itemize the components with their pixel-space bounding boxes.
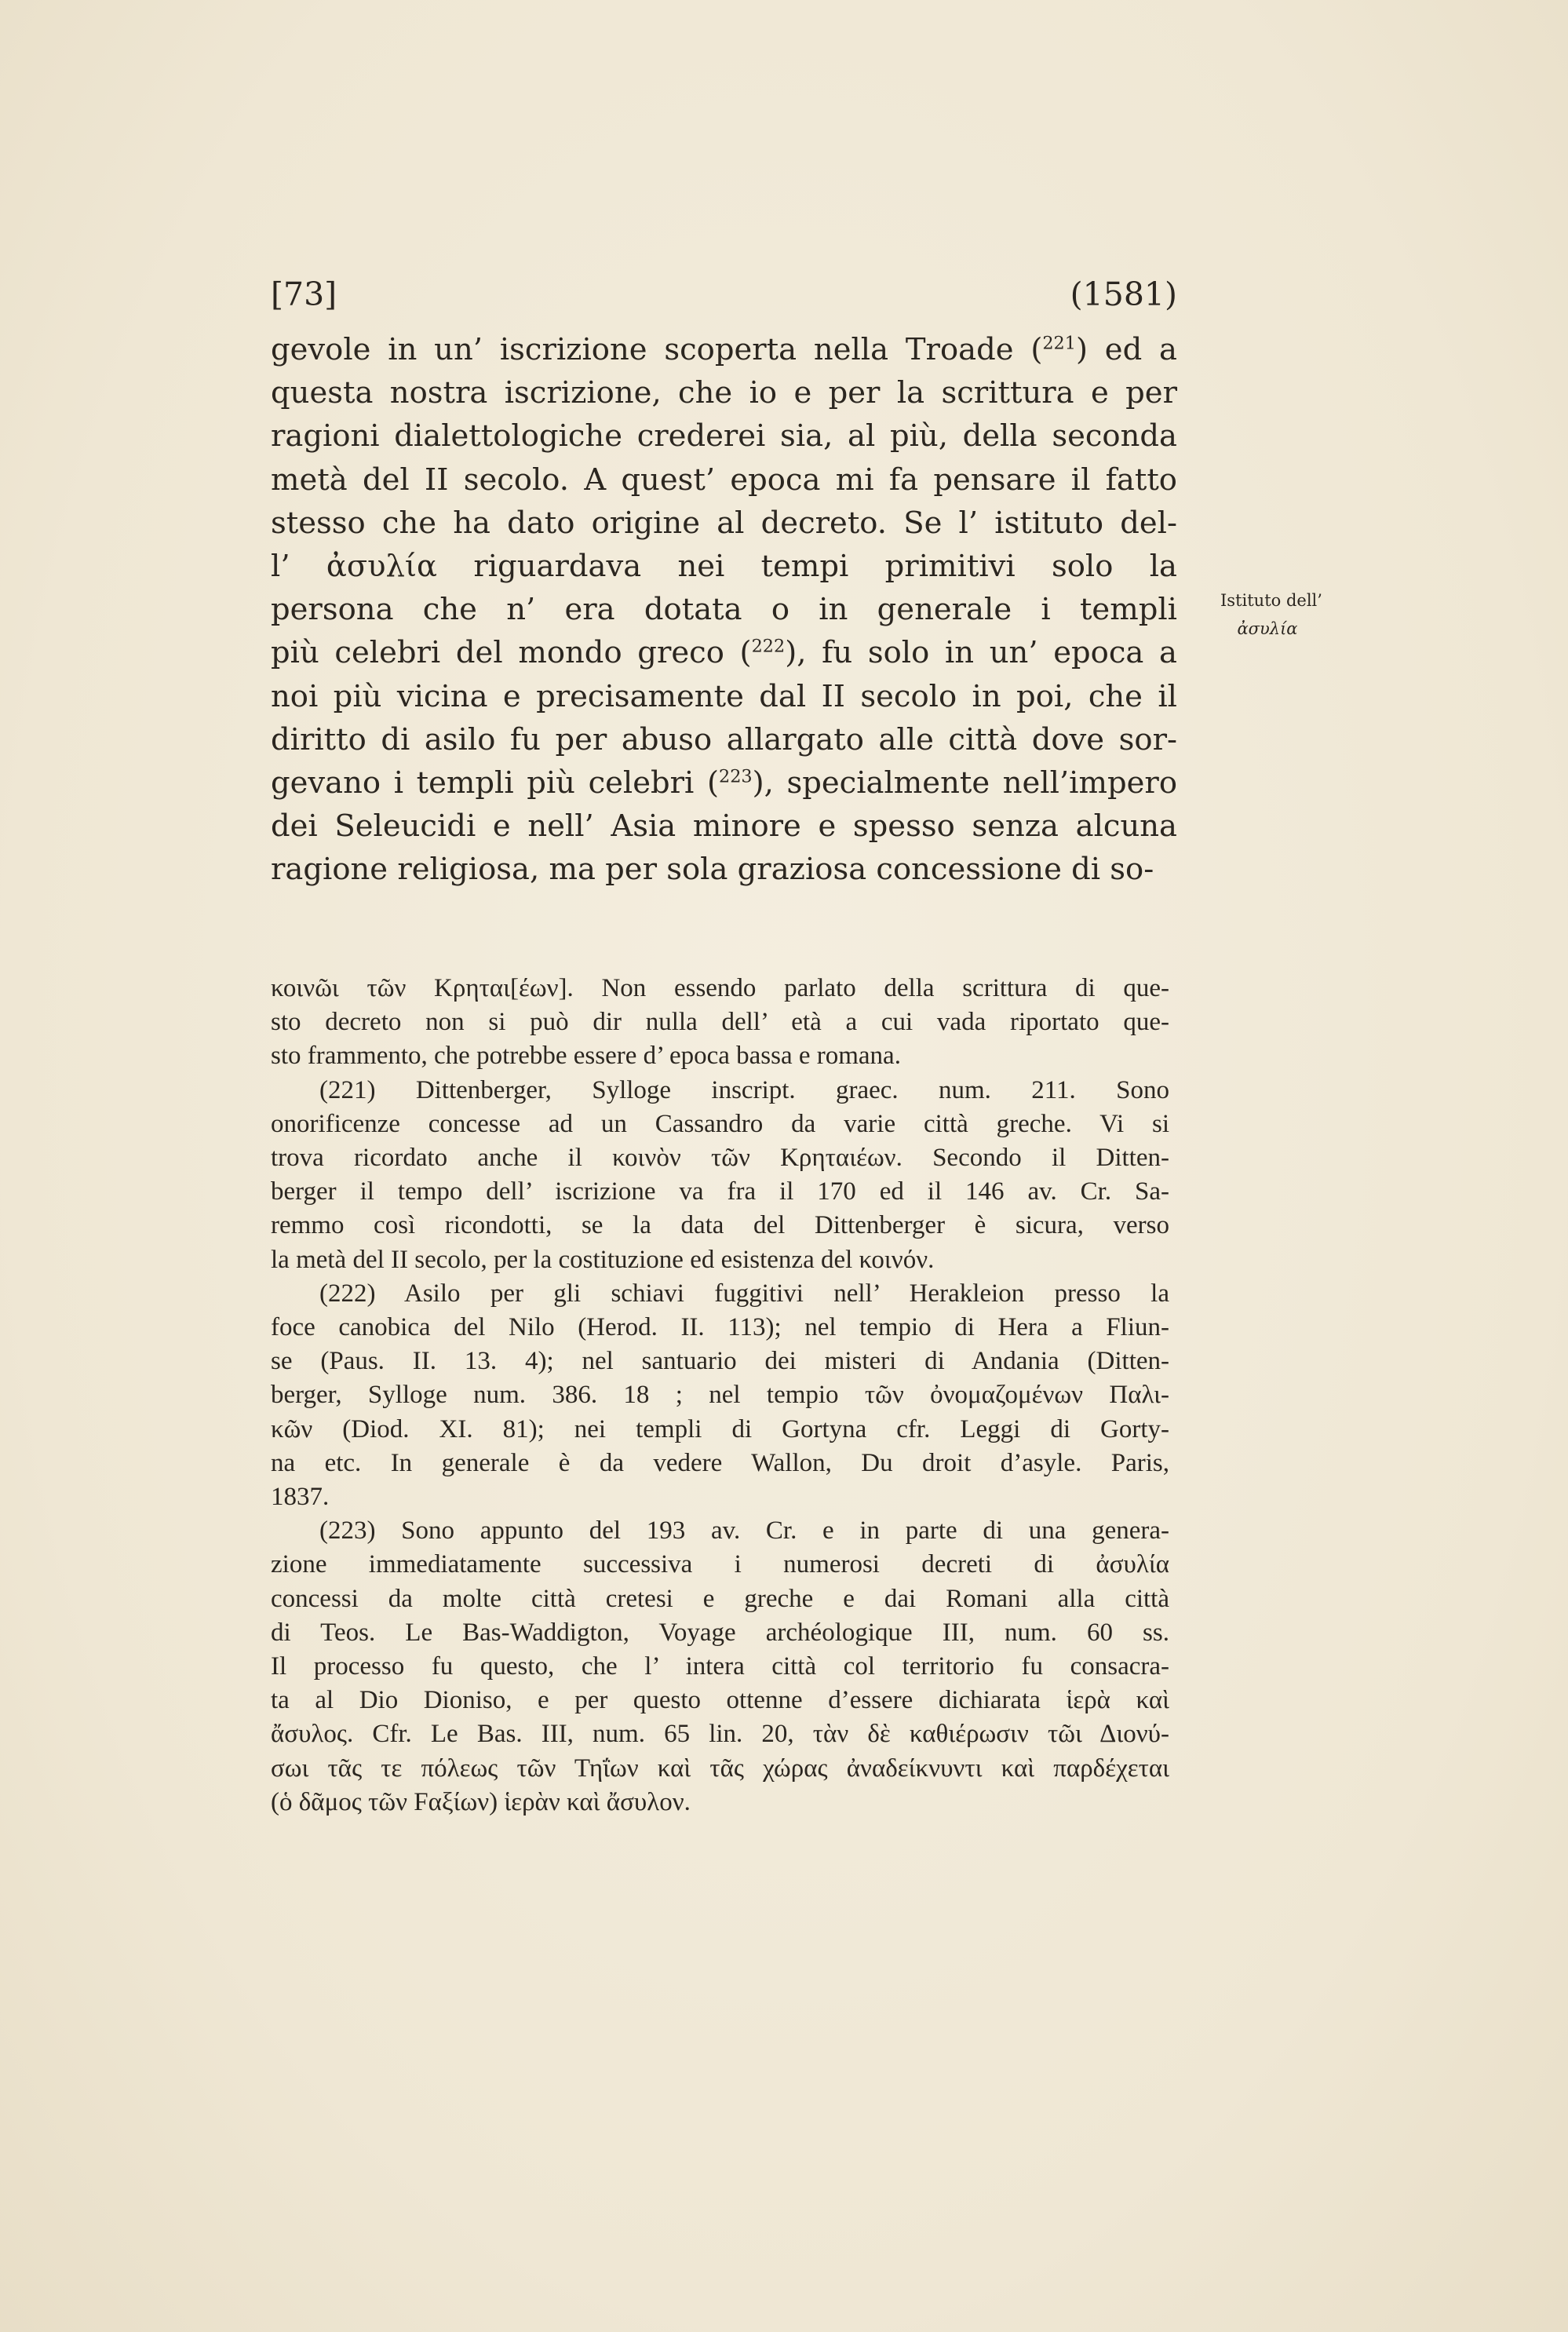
footnote-line: Il processo fu questo, che l’ intera città col territorio fu consacra- [271, 1652, 1169, 1681]
footnote-line: foce canobica del Nilo (Herod. II. 113); nel tempio di Hera a Fliun- [271, 1313, 1169, 1342]
footnote-ref: 222 [751, 637, 786, 658]
footnote-line: (223) Sono appunto del 193 av. Cr. e in parte di una genera- [319, 1516, 1169, 1546]
page-number-bracketed: [73] [271, 276, 337, 313]
text-line: stesso che ha dato origine al decreto. Se l’ istituto del- [271, 505, 1177, 541]
text-line: questa nostra iscrizione, che io e per la scrittura e per [271, 375, 1177, 411]
footnote-line: (ὁ δᾶμος τῶν Fαξίων) ἱερὰν καὶ ἄσυλον. [271, 1787, 691, 1816]
footnote-ref: 223 [718, 766, 753, 787]
text-line: l’ ἀσυλία riguardava nei tempi primitivi solo la [271, 549, 1177, 585]
page-number-continuous: (1581) [1070, 276, 1177, 313]
text-line: più celebri del mondo greco ($^{222}$), fu solo in un’ epoca a [271, 635, 1177, 671]
footnote-line: κοινῶι τῶν Κρηται[έων]. Non essendo parlato della scrittura di que- [271, 974, 1169, 1002]
footnote-line: ἄσυλος. Cfr. Le Bas. III, num. 65 lin. 20, τὰν δὲ καθιέρωσιν τῶι Διονύ- [271, 1720, 1169, 1749]
footnote-line: (221) Dittenberger, Sylloge inscript. graec. num. 211. Sono [319, 1075, 1169, 1104]
text-line: metà del II secolo. A quest’ epoca mi fa pensare il fatto [271, 462, 1177, 498]
footnote-line: 1837. [271, 1483, 330, 1512]
footnote-line: zione immediatamente successiva i numerosi decreti di ἀσυλία [271, 1550, 1169, 1579]
footnote-line: σωι τᾶς τε πόλεως τῶν Τηΐων καὶ τᾶς χώρας ἀναδείκνυντι καὶ παρδέχεται [271, 1754, 1169, 1783]
footnote-line: ta al Dio Dioniso, e per questo ottenne d’essere dichiarata ἱερὰ καὶ [271, 1686, 1169, 1715]
footnote-line: sto frammento, che potrebbe essere d’ epoca bassa e romana. [271, 1042, 901, 1071]
text-line: dei Seleucidi e nell’ Asia minore e spesso senza alcuna [271, 808, 1177, 845]
footnotes [271, 972, 1169, 1819]
text-line: ragioni dialettologiche crederei sia, al più, della seconda [271, 418, 1177, 454]
footnote-line: trova ricordato anche il κοινὸν τῶν Κρηταιέων. Secondo il Ditten- [271, 1144, 1169, 1173]
margin-note [1220, 590, 1322, 639]
main-text [271, 328, 1177, 892]
text-line: diritto di asilo fu per abuso allargato alle città dove sor- [271, 721, 1177, 757]
margin-note-line: ἀσυλία [1237, 619, 1298, 638]
text-line: gevole in un’ iscrizione scoperta nella Troade ($^{221}$) ed a [271, 332, 1177, 367]
footnote-line: la metà del II secolo, per la costituzione ed esistenza del κοινόν. [271, 1245, 935, 1274]
text-line: noi più vicina e precisamente dal II secolo in poi, che il [271, 678, 1177, 714]
footnote-line: se (Paus. II. 13. 4); nel santuario dei misteri di Andania (Ditten- [271, 1347, 1169, 1376]
footnote-line: (222) Asilo per gli schiavi fuggitivi nell’ Herakleion presso la [319, 1279, 1169, 1308]
margin-note-line: Istituto dell’ [1220, 591, 1322, 610]
footnote-line: sto decreto non si può dir nulla dell’ età a cui vada riportato que- [271, 1008, 1169, 1037]
footnote-line: berger, Sylloge num. 386. 18 ; nel tempio τῶν ὀνομαζομένων Παλι- [271, 1381, 1169, 1410]
footnote-line: berger il tempo dell’ iscrizione va fra il 170 ed il 146 av. Cr. Sa- [271, 1177, 1169, 1206]
footnote-line: onorificenze concesse ad un Cassandro da varie città greche. Vi si [271, 1109, 1169, 1138]
footnote-line: remmo così ricondotti, se la data del Dittenberger è sicura, verso [271, 1211, 1169, 1240]
text-line: gevano i templi più celebri ($^{223}$), specialmente nell’impero [271, 765, 1177, 801]
footnote-line: di Teos. Le Bas-Waddigton, Voyage archéologique III, num. 60 ss. [271, 1618, 1169, 1647]
footnote-line: na etc. In generale è da vedere Wallon, Du droit d’asyle. Paris, [271, 1448, 1169, 1477]
text-line: ragione religiosa, ma per sola graziosa concessione di so- [271, 852, 1154, 888]
footnote-ref: 221 [1042, 333, 1076, 354]
footnote-line: κῶν (Diod. XI. 81); nei templi di Gortyna cfr. Leggi di Gorty- [271, 1414, 1169, 1443]
text-line: persona che n’ era dotata o in generale i templi [271, 592, 1177, 628]
footnote-line: concessi da molte città cretesi e greche e dai Romani alla città [271, 1584, 1169, 1613]
